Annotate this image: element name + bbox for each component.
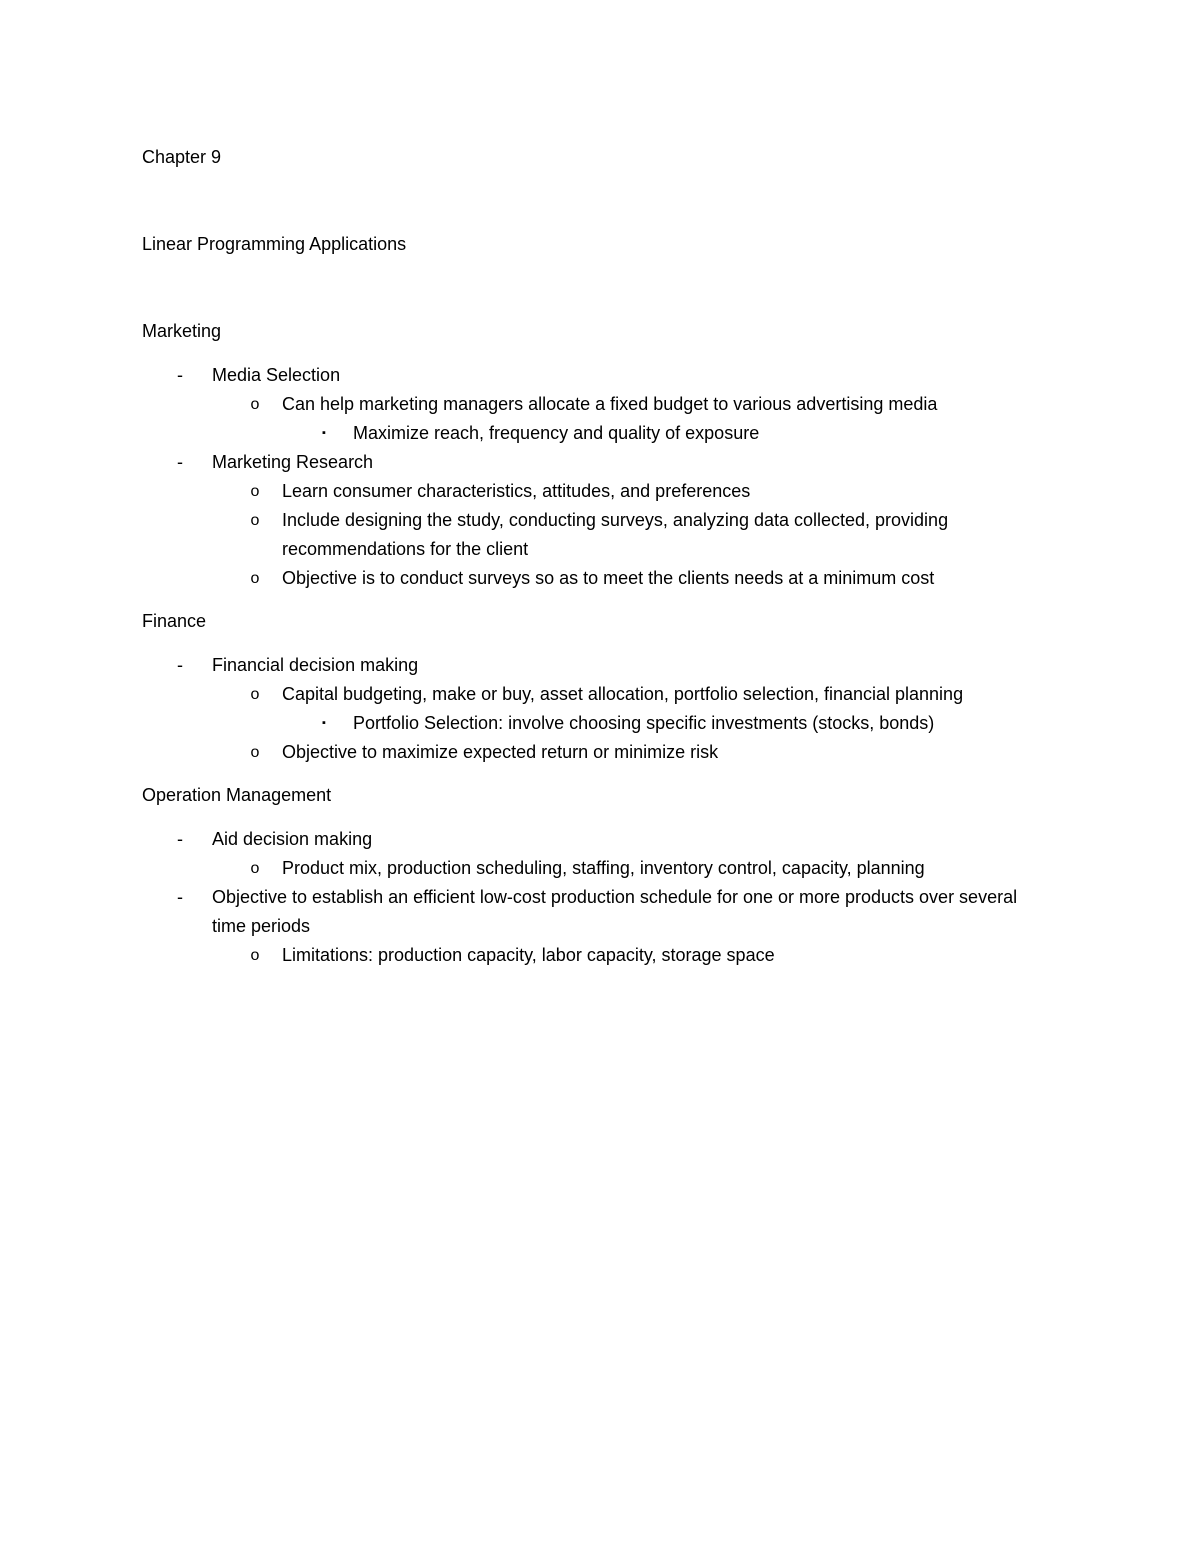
list-item [142,390,1062,419]
list-item [142,506,1062,564]
list-item-text: Maximize reach, frequency and quality of exposure [353,423,760,443]
list-item-text: Capital budgeting, make or buy, asset allocation, portfolio selection, financial planning [282,684,964,704]
document-body [142,143,1062,970]
circle-bullet-icon: o [250,744,260,761]
circle-bullet-icon: o [250,512,260,529]
list-item-text: Portfolio Selection: involve choosing specific investments (stocks, bonds) [353,713,935,733]
list-item [142,680,1062,709]
circle-bullet-icon: o [250,570,260,587]
list-item [142,448,1062,477]
list-item-text: Media Selection [212,365,341,385]
list-item [142,361,1062,390]
section-heading-finance: Finance [142,611,207,631]
list-item [142,854,1062,883]
dash-bullet-icon: - [177,887,183,907]
list-item-text: Learn consumer characteristics, attitudes, and preferences [282,481,751,501]
list-item-text: Limitations: production capacity, labor capacity, storage space [282,945,775,965]
list-item [142,825,1062,854]
list-item-text: Marketing Research [212,452,374,472]
list-item [142,419,1062,448]
list-item-text: Objective to maximize expected return or minimize risk [282,742,719,762]
dash-bullet-icon: - [177,655,183,675]
list-item [142,738,1062,767]
circle-bullet-icon: o [250,686,260,703]
square-bullet-icon: ▪ [322,427,326,439]
section-heading-operation-management: Operation Management [142,785,332,805]
circle-bullet-icon: o [250,860,260,877]
list-item-text: Objective to establish an efficient low-cost production schedule for one or more products over several time periods [212,887,1018,936]
list-item-text: Include designing the study, conducting surveys, analyzing data collected, providing recommendations for the client [282,510,949,559]
list-item-text: Objective is to conduct surveys so as to meet the clients needs at a minimum cost [282,568,935,588]
section-heading-marketing: Marketing [142,321,222,341]
circle-bullet-icon: o [250,947,260,964]
circle-bullet-icon: o [250,396,260,413]
square-bullet-icon: ▪ [322,717,326,729]
document-title: Linear Programming Applications [142,234,407,254]
list-item [142,564,1062,593]
list-item-text: Can help marketing managers allocate a fixed budget to various advertising media [282,394,938,414]
dash-bullet-icon: - [177,365,183,385]
circle-bullet-icon: o [250,483,260,500]
list-item [142,709,1062,738]
list-item [142,477,1062,506]
list-item-text: Aid decision making [212,829,373,849]
list-item [142,651,1062,680]
list-item [142,883,1062,941]
list-item-text: Product mix, production scheduling, staffing, inventory control, capacity, planning [282,858,925,878]
dash-bullet-icon: - [177,829,183,849]
list-item [142,941,1062,970]
chapter-heading: Chapter 9 [142,147,222,167]
list-item-text: Financial decision making [212,655,419,675]
dash-bullet-icon: - [177,452,183,472]
